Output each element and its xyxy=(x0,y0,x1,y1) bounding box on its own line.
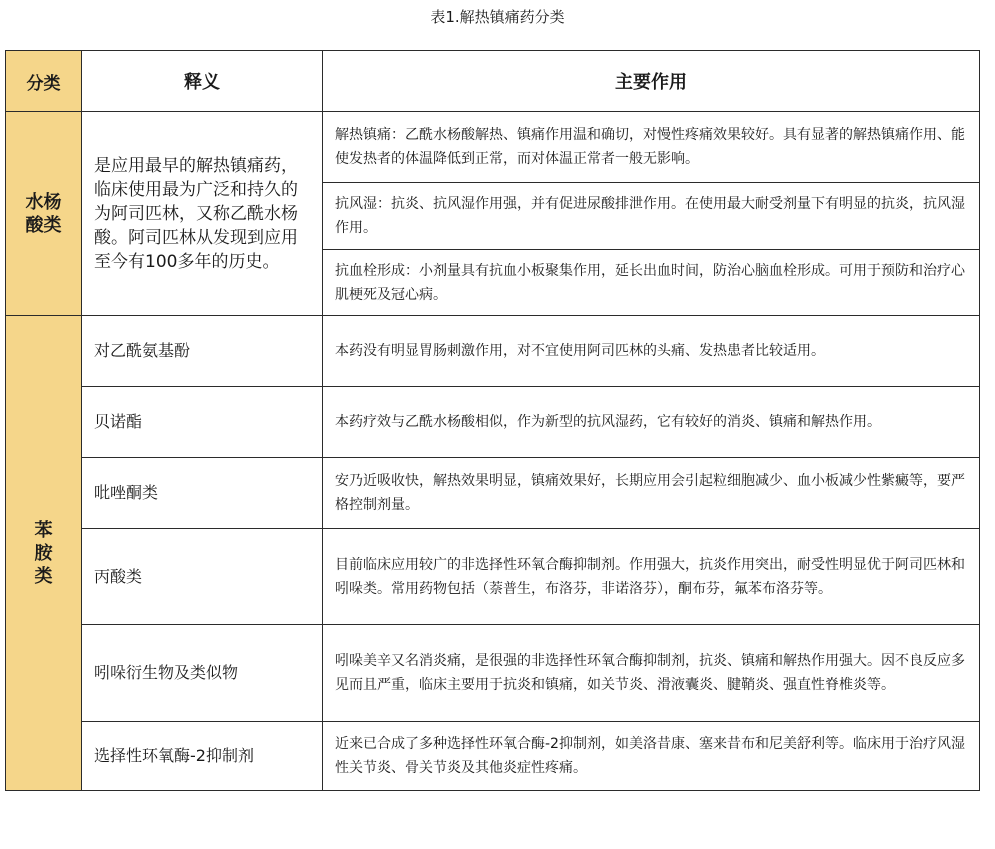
effect-cell: 安乃近吸收快，解热效果明显，镇痛效果好，长期应用会引起粒细胞减少、血小板减少性紫癜等，要严格控制剂量。 xyxy=(323,458,980,529)
table-row xyxy=(6,387,980,458)
definition-cell: 吡唑酮类 xyxy=(82,458,323,529)
definition-cell: 丙酸类 xyxy=(82,529,323,625)
table-row xyxy=(6,625,980,722)
definition-cell: 吲哚衍生物及类似物 xyxy=(82,625,323,722)
table-row xyxy=(6,722,980,791)
table-title: 表1.解热镇痛药分类 xyxy=(430,8,565,26)
effect-cell: 本药没有明显胃肠刺激作用，对不宜使用阿司匹林的头痛、发热患者比较适用。 xyxy=(323,316,980,387)
effect-cell: 吲哚美辛又名消炎痛，是很强的非选择性环氧合酶抑制剂，抗炎、镇痛和解热作用强大。因不良反应多见而且严重，临床主要用于抗炎和镇痛，如关节炎、滑液囊炎、腱鞘炎、强直性脊椎炎等。 xyxy=(323,625,980,722)
definition-cell: 是应用最早的解热镇痛药，临床使用最为广泛和持久的为阿司匹林，又称乙酰水杨酸。阿司匹林从发现到应用至今有100多年的历史。 xyxy=(82,112,323,316)
effect-cell: 抗血栓形成：小剂量具有抗血小板聚集作用，延长出血时间，防治心脑血栓形成。可用于预防和治疗心肌梗死及冠心病。 xyxy=(323,250,980,316)
header-row xyxy=(6,51,980,112)
drug-classification-table xyxy=(5,50,980,791)
definition-cell: 选择性环氧酶-2抑制剂 xyxy=(82,722,323,791)
table-row xyxy=(6,529,980,625)
effect-cell: 本药疗效与乙酰水杨酸相似，作为新型的抗风湿药，它有较好的消炎、镇痛和解热作用。 xyxy=(323,387,980,458)
effect-cell: 抗风湿：抗炎、抗风湿作用强，并有促进尿酸排泄作用。在使用最大耐受剂量下有明显的抗炎，抗风湿作用。 xyxy=(323,183,980,250)
header-definition: 释义 xyxy=(82,51,323,112)
table-row xyxy=(6,458,980,529)
definition-cell: 贝诺酯 xyxy=(82,387,323,458)
table-row xyxy=(6,112,980,183)
category-cell: 水杨 酸类 xyxy=(6,112,82,316)
table-row xyxy=(6,316,980,387)
header-category: 分类 xyxy=(6,51,82,112)
definition-cell: 对乙酰氨基酚 xyxy=(82,316,323,387)
effect-cell: 近来已合成了多种选择性环氧合酶-2抑制剂，如美洛昔康、塞来昔布和尼美舒利等。临床用于治疗风湿性关节炎、骨关节炎及其他炎症性疼痛。 xyxy=(323,722,980,791)
header-effect: 主要作用 xyxy=(323,51,980,112)
effect-cell: 解热镇痛：乙酰水杨酸解热、镇痛作用温和确切，对慢性疼痛效果较好。具有显著的解热镇痛作用、能使发热者的体温降低到正常，而对体温正常者一般无影响。 xyxy=(323,112,980,183)
effect-cell: 目前临床应用较广的非选择性环氧合酶抑制剂。作用强大，抗炎作用突出，耐受性明显优于阿司匹林和吲哚类。常用药物包括（萘普生，布洛芬，非诺洛芬），酮布芬，氟苯布洛芬等。 xyxy=(323,529,980,625)
category-cell: 苯 胺 类 xyxy=(6,316,82,791)
